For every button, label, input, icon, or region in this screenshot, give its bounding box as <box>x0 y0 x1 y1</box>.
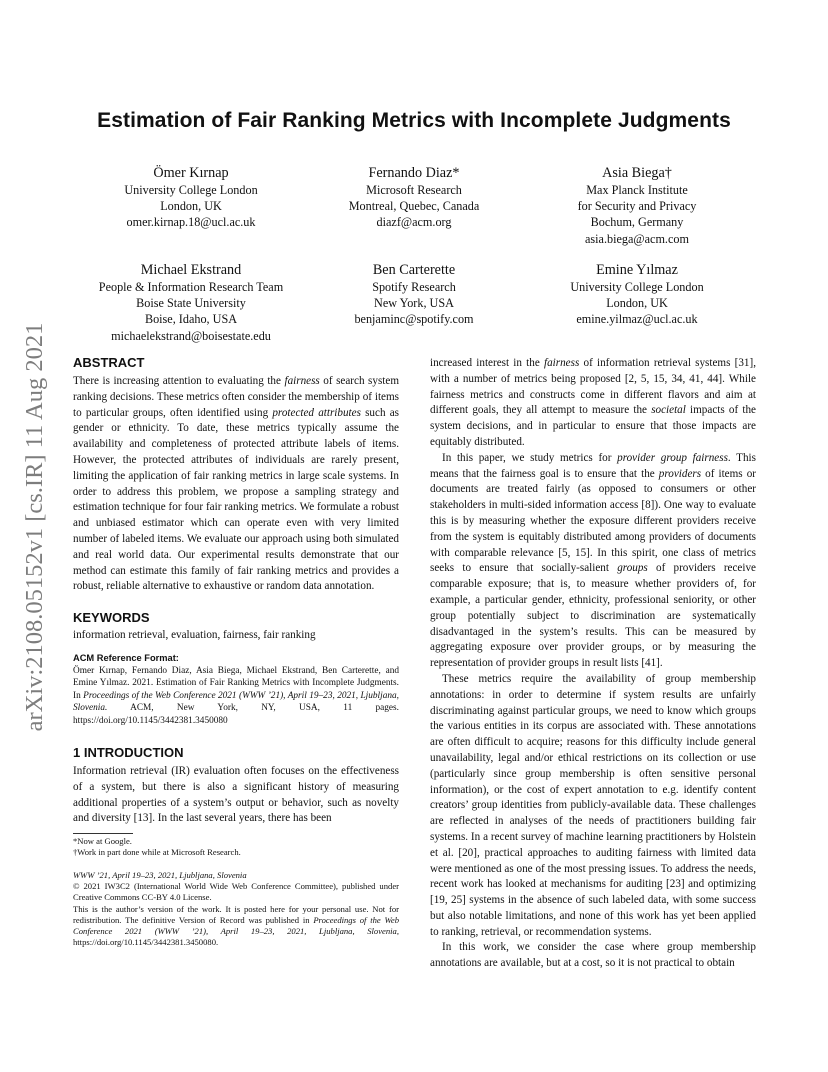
acm-reference <box>73 652 399 727</box>
author-location: London, UK <box>160 199 222 214</box>
paragraph-text: increased interest in the <box>430 357 544 369</box>
author-name: Michael Ekstrand <box>140 262 242 278</box>
introduction-heading: 1 INTRODUCTION <box>73 745 184 760</box>
acm-reference-text: Ömer Kırnap, Fernando Diaz, Asia Biega, Michael Ekstrand, Ben Carterette, and Emine Yılmaz. 2021. Estimation of Fair Ranking Metrics with Incomplete Judgments. In <box>73 665 399 701</box>
paper-title: Estimation of Fair Ranking Metrics with Incomplete Judgments <box>97 109 731 132</box>
author-affiliation: Max Planck Institute <box>586 183 688 197</box>
abstract-text: such as gender or ethnicity. To date, these metrics typically assume the availability and completeness of protected attribute labels of items. However, the protected attributes of individuals are rarely present, limiting the application of fair ranking metrics in large scale systems. In order to address this problem, we propose a sampling strategy and estimation technique for four fair ranking metrics. We formulate a robust and unbiased estimator which can operate even with very limited number of labeled items. We evaluate our approach using both simulated and real world data. Our experimental results demonstrate that our method can estimate this family of fair ranking metrics and provides a robust, reliable alternative to exhaustive or random data annotation. <box>73 406 399 593</box>
author-location: Bochum, Germany <box>590 215 684 230</box>
right-column-body <box>430 356 756 972</box>
author-affiliation: People & Information Research Team <box>98 280 284 294</box>
keywords-text: information retrieval, evaluation, fairness, fair ranking <box>73 629 316 641</box>
author-email: asia.biega@acm.com <box>585 231 689 246</box>
acm-reference-text: ACM, New York, NY, USA, 11 pages. https://doi.org/10.1145/3442381.3450080 <box>73 703 399 726</box>
paragraph-text: . This means that the fairness goal is to ensure that the <box>430 451 756 480</box>
copyright-notice: This is the author’s version of the work. It is posted here for your personal use. Not for redistribution. The definitive Version of Record was published in <box>73 903 399 925</box>
abstract-text: of search system ranking decisions. These metrics often consider the membership of items to particular groups, often identified using <box>73 375 399 419</box>
author-location: Boise, Idaho, USA <box>144 312 238 327</box>
author-affiliation: Spotify Research <box>372 280 456 294</box>
author-block <box>284 164 544 231</box>
author-name: Emine Yılmaz <box>596 262 678 278</box>
paragraph-emphasis: societal <box>651 404 686 417</box>
copyright-venue: WWW ’21, April 19–23, 2021, Ljubljana, Slovenia <box>73 870 247 880</box>
author-name: Fernando Diaz* <box>368 165 460 181</box>
paragraph-text: of providers receive comparable exposure; that is, to measure whether providers of, for example, a particular gender, ethnicity, professional seniority, or other group potentially subject to discrimination are systematically disadvantaged in the system’s results. This can be measured by aggregating exposure over provider groups, or by measuring the representation of provider groups in result lists [41]. <box>430 562 756 670</box>
author-email: emine.yilmaz@ucl.ac.uk <box>576 312 698 327</box>
paragraph-text: of items or documents are treated fairly (as opposed to consumers or other stakeholders in multi-sided information access [8]). One way to evaluate this is by measuring whether the exposure different providers receive from the system is equitably distributed among providers of documents with comparable relevance [5, 15]. In this spirit, one class of metrics seeks to ensure that socially-salient <box>430 467 756 575</box>
introduction-text: Information retrieval (IR) evaluation often focuses on the effectiveness of a system, but there is also a significant history of measuring additional properties of a system’s output or behavior, such as novelty and diversity [13]. In the last several years, there has been <box>73 765 399 825</box>
author-affiliation: University College London <box>124 183 258 197</box>
acm-reference-venue: Proceedings of the Web Conference 2021 (WWW ’21), April 19–23, 2021, Ljubljana, Slovenia. <box>73 690 399 713</box>
author-block <box>61 261 321 344</box>
author-affiliation: University College London <box>570 280 704 294</box>
copyright-notice-venue: Proceedings of the Web Conference 2021 (WWW ’21), April 19–23, 2021, Ljubljana, Slovenia <box>73 914 400 937</box>
author-affiliation-2: for Security and Privacy <box>577 199 697 214</box>
paragraph-text: In this paper, we study metrics for <box>442 451 618 464</box>
author-email: michaelekstrand@boisestate.edu <box>111 328 271 343</box>
footnotes <box>73 836 399 858</box>
abstract-emphasis: fairness <box>284 375 320 387</box>
author-location: New York, USA <box>374 296 454 311</box>
author-name: Asia Biega† <box>602 165 672 181</box>
paragraph-emphasis: provider group fairness <box>617 451 728 464</box>
paragraph-emphasis: fairness <box>544 357 580 369</box>
paragraph-text: In this work, we consider the case where group membership annotations are available, but at a cost, so it is not practical to obtain <box>430 941 756 970</box>
author-block <box>507 261 767 328</box>
keywords-heading: KEYWORDS <box>73 610 150 625</box>
paragraph-text: These metrics require the availability of group membership annotations: in order to determine if system results are unfairly discriminating against particular groups, we need to know which groups the various entities in its corpus are associated with. These annotations are often difficult to acquire; reasons for this difficulty include general unavailability, legal and/or ethical restrictions on its collection or use (particularly since group membership is often sensitive personal information), or the cost of expert annotation to e.g. identify content creators’ group identities from publicly-available data. These challenges are reflected in analyses of the needs of practitioners building fair systems. In a recent survey of machine learning practitioners by Holstein et al. [20], practical approaches to auditing fairness with limited data were mentioned as one of the most pressing issues. To address the needs, recent work has looked at mechanisms for auditing [23] and optimizing [19, 25] systems in the absence of such labeled data, with some success but also notable limitations, and none of this work has yet been applied to ranking, retrieval, or recommendation systems. <box>430 672 756 938</box>
author-name: Ben Carterette <box>372 262 456 278</box>
paragraph-emphasis: groups <box>617 562 648 575</box>
paragraph-text: of information retrieval systems [31], with a number of metrics being proposed [2, 5, 15, 34, 41, 44]. While fairness metrics and constructs come in different flavors and aim at different goals, they all attempt to measure the <box>430 357 756 417</box>
copyright-notice: , https://doi.org/10.1145/3442381.3450080. <box>73 926 399 948</box>
paragraph-emphasis: providers <box>658 467 702 480</box>
abstract-text: There is increasing attention to evaluating the <box>73 375 285 387</box>
copyright-block <box>73 870 399 948</box>
author-block <box>507 164 767 247</box>
author-block <box>284 261 544 328</box>
abstract-heading: ABSTRACT <box>73 355 145 370</box>
acm-reference-heading: ACM Reference Format: <box>73 653 179 663</box>
abstract-body <box>73 374 399 595</box>
footnote: *Now at Google. <box>73 836 132 846</box>
footnote: †Work in part done while at Microsoft Research. <box>73 847 241 858</box>
footnote-rule <box>73 833 133 834</box>
arxiv-identifier: arXiv:2108.05152v1 [cs.IR] 11 Aug 2021 <box>21 322 48 732</box>
keywords-body <box>73 628 399 644</box>
abstract-emphasis: protected attributes <box>272 406 361 419</box>
introduction-body <box>73 764 399 827</box>
author-location: Montreal, Quebec, Canada <box>348 199 480 214</box>
author-affiliation-2: Boise State University <box>136 296 246 311</box>
author-block <box>61 164 321 231</box>
author-email: benjaminc@spotify.com <box>354 312 474 327</box>
author-email: omer.kirnap.18@ucl.ac.uk <box>126 215 256 230</box>
author-location: London, UK <box>606 296 668 311</box>
author-affiliation: Microsoft Research <box>366 183 462 197</box>
paragraph-text: impacts of the system decisions, and in particular to ensure that those impacts are equitably distributed. <box>430 404 756 448</box>
author-email: diazf@acm.org <box>376 215 452 230</box>
copyright-license: © 2021 IW3C2 (International World Wide Web Conference Committee), published under Creative Commons CC-BY 4.0 License. <box>73 881 399 903</box>
arxiv-stamp <box>20 292 50 762</box>
author-name: Ömer Kırnap <box>153 165 229 181</box>
